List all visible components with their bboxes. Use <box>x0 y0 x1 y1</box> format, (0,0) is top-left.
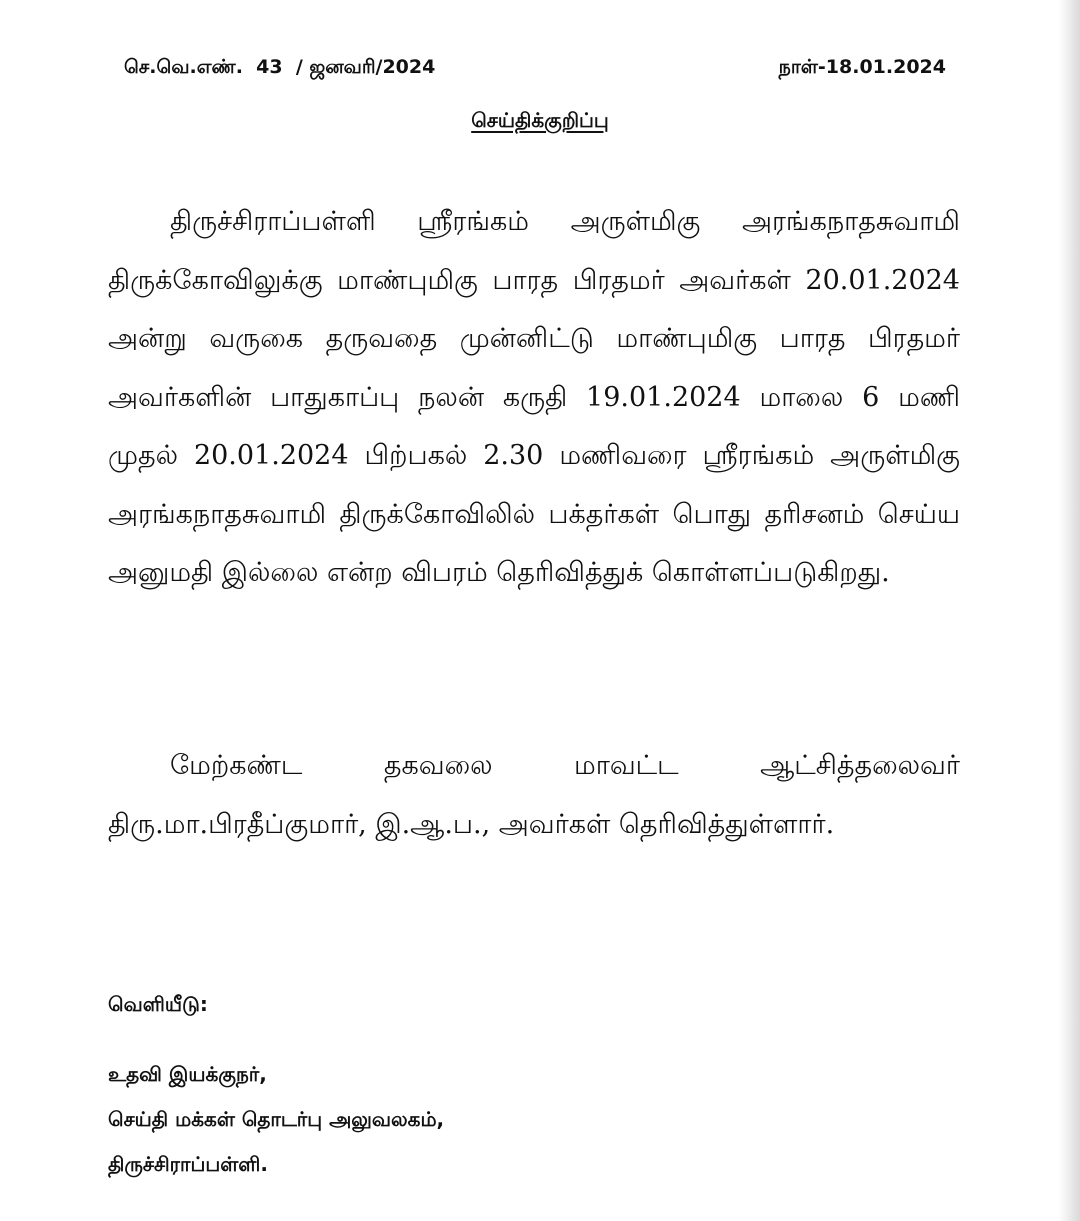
issuer-office: செய்தி மக்கள் தொடர்பு அலுவலகம், <box>108 1107 445 1131</box>
issuer-designation: உதவி இயக்குநர், <box>108 1062 267 1086</box>
issuer-signature-block <box>108 1052 444 1187</box>
document-title: செய்திக்குறிப்பு <box>471 108 609 132</box>
body-paragraph-1: திருச்சிராப்பள்ளி ஸ்ரீரங்கம் அருள்மிகு அரங்கநாதசுவாமி திருக்கோவிலுக்கு மாண்புமிகு பாரத பிரதமர் அவர்கள் 20.01.2024 அன்று வருகை தருவதை முன்னிட்டு மாண்புமிகு பாரத பிரதமர் அவர்களின் பாதுகாப்பு நலன் கருதி 19.01.2024 மாலை 6 மணி முதல் 20.01.2024 பிற்பகல் 2.30 மணிவரை ஸ்ரீரங்கம் அருள்மிகு அரங்கநாதசுவாமி திருக்கோவிலில் பக்தர்கள் பொது தரிசனம் செய்ய அனுமதி இல்லை என்ற விபரம் தெரிவித்துக் கொள்ளப்படுகிறது. <box>108 206 960 588</box>
document-date: நாள்-18.01.2024 <box>778 56 946 78</box>
body-paragraph-2: மேற்கண்ட தகவலை மாவட்ட ஆட்சித்தலைவர் திரு.மா.பிரதீப்குமார், இ.ஆ.ப., அவர்கள் தெரிவித்துள்ளார். <box>108 750 960 840</box>
issuer-location: திருச்சிராப்பள்ளி. <box>108 1152 268 1176</box>
reference-number: செ.வெ.எண். 43 / ஜனவரி/2024 <box>124 56 436 78</box>
release-label: வெளியீடு: <box>108 992 208 1016</box>
page-edge-shadow <box>1058 0 1080 1221</box>
